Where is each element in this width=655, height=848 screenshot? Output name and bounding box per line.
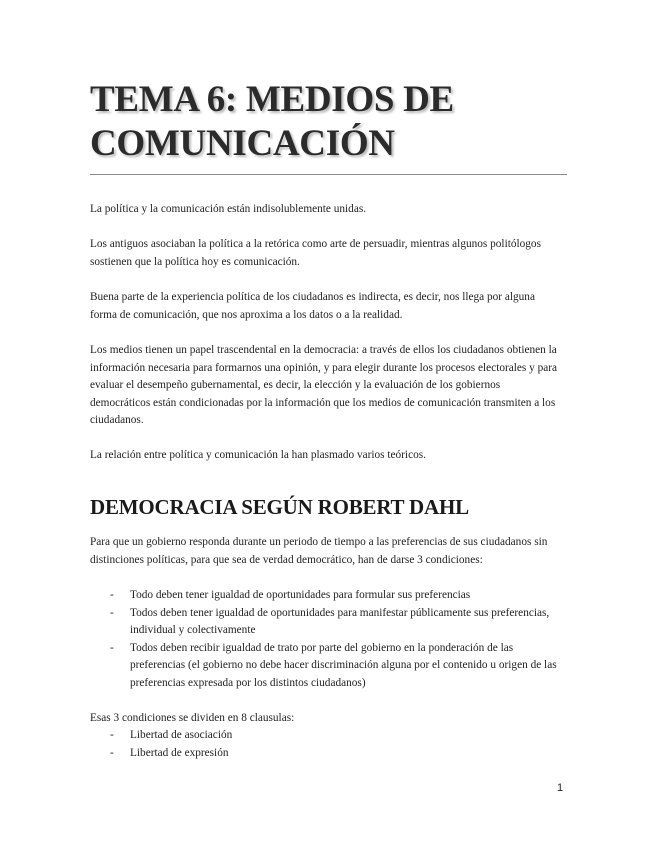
paragraph-5: La relación entre política y comunicación la han plasmado varios teóricos. [90, 449, 426, 461]
list-item [90, 727, 562, 745]
page-number: 1 [557, 782, 564, 794]
page-title [90, 78, 570, 166]
clauses-intro: Esas 3 condiciones se dividen en 8 clausulas: [90, 712, 295, 724]
paragraph-3: Buena parte de la experiencia política de los ciudadanos es indirecta, es decir, nos llega por alguna forma de comunicación, que nos aproxima a los datos o a la realidad. [90, 291, 535, 321]
list-item [90, 605, 562, 640]
page-title-line-1: TEMA 6: MEDIOS DE [90, 79, 454, 120]
dash-bullet: - [110, 589, 114, 601]
list-item-text: Todo deben tener igualdad de oportunidades para formular sus preferencias [130, 589, 471, 601]
paragraph-4: Los medios tienen un papel trascendental en la democracia: a través de ellos los ciudadanos obtienen la información necesaria para formarnos una opinión, y para elegir durante los procesos electorales y para evaluar el desempeño gubernamental, es decir, la elección y la evaluación de los gobiernos democráticos están condicionadas por la información que los medios de comunicación transmiten a los ciudadanos. [90, 344, 558, 426]
list-item-text: Todos deben tener igualdad de oportunidades para manifestar públicamente sus preferencias, individual y colectivamente [130, 606, 550, 636]
list-item-text: Libertad de asociación [130, 729, 233, 741]
list-item-text: Todos deben recibir igualdad de trato por parte del gobierno en la ponderación de las preferencias (el gobierno no debe hacer discriminación alguna por el contenido u origen de las preferencias expresada por los distintos ciudadanos) [130, 641, 557, 689]
paragraph-1: La política y la comunicación están indisolublemente unidas. [90, 203, 367, 215]
dash-bullet: - [110, 729, 114, 741]
section-heading: DEMOCRACIA SEGÚN ROBERT DAHL [90, 495, 469, 519]
list-item [90, 587, 562, 605]
list-item [90, 640, 562, 693]
clauses-list [90, 727, 562, 762]
dash-bullet: - [110, 746, 114, 759]
list-item [90, 745, 562, 763]
section-intro: Para que un gobierno responda durante un periodo de tiempo a las preferencias de sus ciudadanos sin distinciones políticas, para que sea de verdad democrático, han de darse 3 condiciones: [90, 536, 548, 566]
page-title-line-2: COMUNICACIÓN [90, 123, 395, 164]
list-item-text: Libertad de expresión [130, 746, 229, 759]
paragraph-2: Los antiguos asociaban la política a la retórica como arte de persuadir, mientras algunos politólogos sostienen que la política hoy es comunicación. [90, 238, 541, 268]
conditions-list [90, 587, 562, 692]
title-divider [90, 174, 567, 175]
dash-bullet: - [110, 606, 114, 619]
dash-bullet: - [110, 641, 114, 654]
